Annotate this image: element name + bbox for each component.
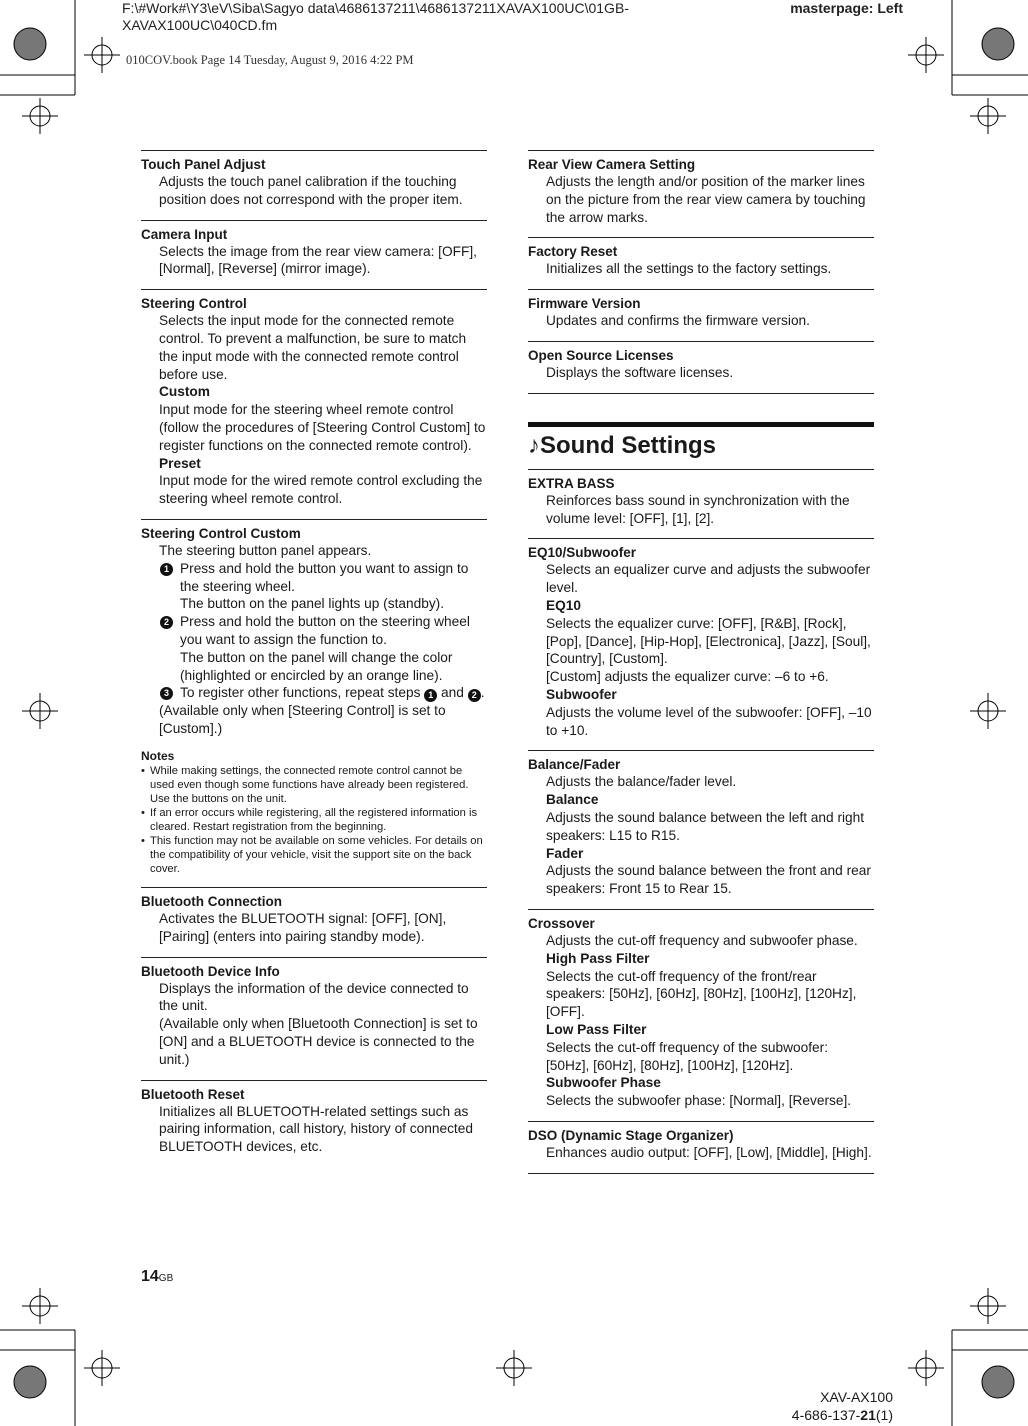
entry-title: Bluetooth Connection — [141, 893, 282, 909]
entry-title: Firmware Version — [528, 296, 641, 312]
notes-box — [141, 749, 487, 876]
note-item: • This function may not be available on some vehicles. For details on the compatibility of your vehicle, visit the support site on the back cover. — [141, 834, 487, 876]
entry-bluetooth-reset — [141, 1080, 487, 1167]
entry-title: EQ10/Subwoofer — [528, 545, 637, 561]
notes-title: Notes — [141, 748, 175, 763]
option-label: Balance — [546, 792, 599, 808]
step-1 — [159, 560, 487, 613]
entry-desc: Selects the input mode for the connected remote control. To prevent a malfunction, be sure to match the input mode with the connected remote control before use. — [159, 313, 467, 382]
entry-crossover — [528, 909, 874, 1121]
entry-desc: Displays the software licenses. — [546, 364, 734, 380]
entry-dso — [528, 1121, 874, 1174]
entry-desc: Selects the image from the rear view camera: [OFF], [Normal], [Reverse] (mirror image). — [159, 243, 477, 277]
note-item: • If an error occurs while registering, all the registered information is cleared. Restart registration from the beginning. — [141, 806, 487, 834]
entry-desc: Reinforces bass sound in synchronization with the volume level: [OFF], [1], [2]. — [546, 492, 850, 526]
option-label: High Pass Filter — [546, 950, 650, 966]
entry-title: Camera Input — [141, 226, 228, 242]
step-text: To register other functions, repeat steps — [180, 685, 421, 701]
entry-desc: Activates the BLUETOOTH signal: [OFF], [ON], [Pairing] (enters into pairing standby mode). — [159, 910, 447, 944]
option-desc: Adjusts the sound balance between the front and rear speakers: Front 15 to Rear 15. — [546, 863, 871, 897]
entry-desc: Adjusts the cut-off frequency and subwoofer phase. — [546, 932, 858, 948]
left-column — [141, 150, 487, 1167]
entry-title: Steering Control — [141, 296, 247, 312]
step-text-and: and — [441, 685, 464, 701]
entry-title: Balance/Fader — [528, 757, 621, 773]
page-number — [141, 1268, 173, 1286]
model-code-bold: 21 — [860, 1407, 876, 1423]
book-info: 010COV.book Page 14 Tuesday, August 9, 2016 4:22 PM — [126, 53, 414, 67]
sound-settings-section — [528, 422, 874, 469]
option-desc: [Custom] adjusts the equalizer curve: –6 to +6. — [546, 669, 829, 685]
entry-title: Rear View Camera Setting — [528, 157, 696, 172]
page-number-suffix: GB — [158, 1273, 174, 1284]
entry-factory-reset — [528, 237, 874, 289]
entry-body — [141, 542, 487, 738]
model-code-suffix: (1) — [875, 1407, 893, 1423]
availability-note: (Available only when [Steering Control] is set to [Custom].) — [159, 703, 446, 737]
section-title: Sound Settings — [540, 431, 716, 459]
option-label: Fader — [546, 845, 584, 861]
option-label: Subwoofer Phase — [546, 1075, 661, 1091]
entry-title: Open Source Licenses — [528, 347, 674, 363]
step-subtext: The button on the panel will change the color (highlighted or encircled by an orange line). — [180, 649, 453, 683]
entry-body — [141, 312, 487, 508]
file-path-line1: F:\#Work#\Y3\eV\Siba\Sagyo data\4686137211\4686137211XAVAX100UC\01GB- — [122, 0, 629, 16]
option-label: EQ10 — [546, 597, 582, 613]
option-desc: Adjusts the sound balance between the left and right speakers: L15 to R15. — [546, 809, 865, 843]
entry-body — [528, 932, 874, 1110]
entry-body — [528, 561, 874, 739]
entry-title: Factory Reset — [528, 244, 618, 260]
entry-title: DSO (Dynamic Stage Organizer) — [528, 1127, 734, 1143]
note-item: • While making settings, the connected remote control cannot be used even though some functions have already been registered. Use the buttons on the unit. — [141, 764, 487, 806]
entry-desc: The steering button panel appears. — [159, 542, 372, 558]
option-desc: Input mode for the wired remote control excluding the steering wheel remote control. — [159, 473, 483, 507]
entry-title: Bluetooth Device Info — [141, 963, 280, 979]
option-desc: Selects the equalizer curve: [OFF], [R&B], [Rock], [Pop], [Dance], [Hip-Hop], [Electronica], [Jazz], [Soul], [Country], [Custom]. — [546, 615, 871, 667]
step-3 — [159, 684, 487, 702]
option-desc: Selects the subwoofer phase: [Normal], [Reverse]. — [546, 1093, 852, 1109]
option-label: Subwoofer — [546, 686, 617, 702]
entry-note: (Available only when [Bluetooth Connection] is set to [ON] and a BLUETOOTH device is connected to the unit.) — [159, 1016, 478, 1067]
option-label: Low Pass Filter — [546, 1021, 647, 1037]
option-desc: Selects the cut-off frequency of the subwoofer: [50Hz], [60Hz], [80Hz], [100Hz], [120Hz]. — [546, 1039, 829, 1073]
entry-desc: Adjusts the length and/or position of the marker lines on the picture from the rear view camera by touching the arrow marks. — [546, 174, 866, 225]
entry-rear-view-camera-setting — [528, 150, 874, 237]
entry-desc: Adjusts the balance/fader level. — [546, 774, 737, 790]
entry-title: Touch Panel Adjust — [141, 157, 266, 172]
entry-eq10-subwoofer — [528, 538, 874, 750]
entry-camera-input — [141, 220, 487, 290]
masterpage-label: masterpage: Left — [790, 0, 903, 16]
step-ref-icon: 1 — [424, 689, 437, 702]
option-desc: Input mode for the steering wheel remote control (follow the procedures of [Steering Control Custom] to register functions on the connected remote control). — [159, 402, 486, 453]
section-heading — [528, 431, 874, 461]
entry-bluetooth-connection — [141, 887, 487, 957]
option-label: Custom — [159, 384, 210, 400]
entry-body — [141, 980, 487, 1069]
entry-title: Bluetooth Reset — [141, 1086, 245, 1102]
file-path — [122, 0, 629, 34]
entry-touch-panel-adjust — [141, 150, 487, 220]
entry-desc: Initializes all BLUETOOTH-related settings such as pairing information, call history, history of connected BLUETOOTH devices, etc. — [159, 1103, 473, 1155]
step-number-icon: 1 — [160, 563, 173, 576]
step-number-icon: 2 — [160, 616, 173, 629]
entry-title: Crossover — [528, 915, 595, 931]
model-name: XAV-AX100 — [820, 1389, 893, 1405]
entry-balance-fader — [528, 750, 874, 909]
entry-desc: Displays the information of the device connected to the unit. — [159, 980, 469, 1014]
music-note-icon: ♪ — [528, 431, 540, 459]
option-desc: Adjusts the volume level of the subwoofer: [OFF], –10 to +10. — [546, 704, 872, 738]
model-code-prefix: 4-686-137- — [791, 1407, 861, 1423]
entry-open-source-licenses — [528, 341, 874, 394]
step-text: Press and hold the button on the steering wheel you want to assign the function to. — [180, 614, 470, 647]
entry-desc: Selects an equalizer curve and adjusts the subwoofer level. — [546, 562, 871, 596]
file-path-line2: XAVAX100UC\040CD.fm — [122, 17, 278, 33]
entry-title: EXTRA BASS — [528, 475, 615, 491]
step-text-end: . — [480, 685, 485, 701]
right-column — [528, 150, 874, 1174]
entry-desc: Initializes all the settings to the factory settings. — [546, 261, 832, 277]
entry-bluetooth-device-info — [141, 957, 487, 1080]
entry-desc: Adjusts the touch panel calibration if the touching position does not correspond with the proper item. — [159, 174, 463, 207]
page-number-value: 14 — [141, 1268, 159, 1285]
step-subtext: The button on the panel lights up (standby). — [180, 596, 445, 612]
entry-extra-bass — [528, 469, 874, 539]
step-2 — [159, 613, 487, 684]
entry-title: Steering Control Custom — [141, 525, 301, 541]
entry-steering-control-custom — [141, 519, 487, 887]
entry-desc: Enhances audio output: [OFF], [Low], [Middle], [High]. — [546, 1144, 872, 1160]
model-code — [792, 1406, 893, 1424]
step-ref-icon: 2 — [468, 689, 481, 702]
entry-desc: Updates and confirms the firmware version. — [546, 313, 810, 329]
option-label: Preset — [159, 455, 201, 471]
model-info — [792, 1388, 893, 1424]
step-number-icon: 3 — [160, 687, 173, 700]
entry-steering-control — [141, 289, 487, 519]
entry-firmware-version — [528, 289, 874, 341]
option-desc: Selects the cut-off frequency of the front/rear speakers: [50Hz], [60Hz], [80Hz], [100Hz], [120Hz], [OFF]. — [546, 968, 857, 1020]
step-text: Press and hold the button you want to assign to the steering wheel. — [180, 560, 469, 594]
entry-body — [528, 773, 874, 898]
